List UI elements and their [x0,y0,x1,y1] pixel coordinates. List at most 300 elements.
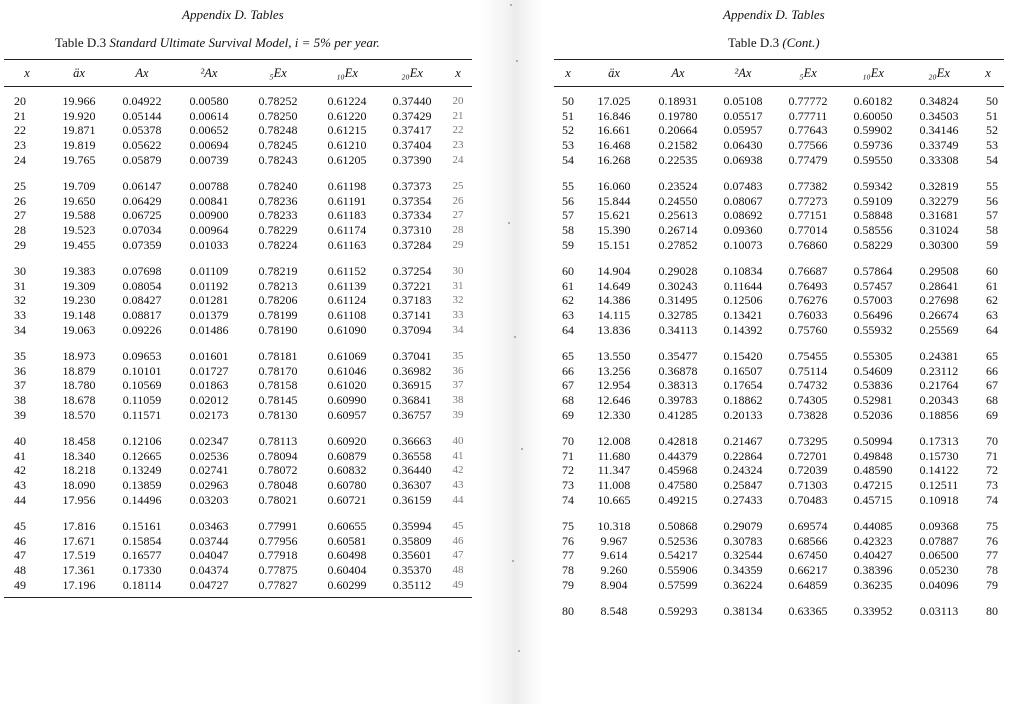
cell-age: 64 [562,322,574,337]
cell-age: 60 [986,264,998,279]
cell-age: 63 [986,308,998,323]
cell-annuity-due: 19.871 [62,123,96,138]
cell-pure-endowment-20: 0.37221 [392,278,432,293]
cell-age: 75 [986,519,998,534]
cell-insurance: 0.19780 [658,108,698,123]
cell-annuity-due: 15.151 [597,237,631,252]
table-row [554,342,1004,364]
cell-age: 37 [452,379,464,392]
table-row [554,512,1004,534]
speck [510,4,512,6]
cell-second-moment: 0.10073 [723,237,763,252]
cell-insurance: 0.23524 [658,179,698,194]
cell-age: 29 [452,238,464,251]
cell-age: 77 [986,548,998,563]
cell-pure-endowment-20: 0.10918 [919,492,959,507]
cell-annuity-due: 18.458 [62,434,96,449]
cell-age: 55 [986,179,998,194]
table-row [554,293,1004,308]
cell-second-moment: 0.21467 [723,434,763,449]
cell-pure-endowment-10: 0.60957 [327,407,367,422]
table-row [554,548,1004,563]
cell-age: 20 [452,95,464,108]
speck [512,560,514,562]
cell-pure-endowment-10: 0.61046 [327,363,367,378]
column-header-age: x [444,60,472,87]
cell-second-moment: 0.10834 [723,264,763,279]
column-header-pure-endowment-5: ₅Ex [242,60,314,87]
cell-pure-endowment-5: 0.74732 [788,378,828,393]
cell-age: 48 [452,563,464,576]
cell-annuity-due: 17.956 [62,492,96,507]
table-row [4,448,472,463]
cell-pure-endowment-10: 0.52981 [853,392,893,407]
cell-second-moment: 0.12506 [723,293,763,308]
cell-annuity-due: 16.661 [597,123,631,138]
cell-pure-endowment-10: 0.61183 [327,208,367,223]
cell-insurance: 0.07034 [122,223,162,238]
cell-pure-endowment-5: 0.78158 [258,378,298,393]
cell-pure-endowment-5: 0.69574 [788,519,828,534]
column-header-age: x [972,60,1004,87]
cell-second-moment: 0.05108 [723,94,763,109]
cell-age: 58 [986,223,998,238]
column-header-second-moment: ²Ax [710,60,776,87]
table-row [554,237,1004,257]
cell-insurance: 0.39783 [658,392,698,407]
table-row [554,492,1004,512]
cell-age: 78 [986,562,998,577]
cell-pure-endowment-5: 0.70483 [788,492,828,507]
cell-pure-endowment-5: 0.71303 [788,477,828,492]
cell-age: 45 [452,520,464,533]
cell-annuity-due: 8.548 [600,604,628,619]
cell-pure-endowment-20: 0.28641 [919,278,959,293]
table-row [554,152,1004,172]
cell-pure-endowment-20: 0.31024 [919,223,959,238]
cell-age: 67 [562,378,574,393]
cell-age: 51 [986,108,998,123]
column-header-second-moment: ²Ax [176,60,242,87]
cell-pure-endowment-10: 0.33952 [853,604,893,619]
cell-second-moment: 0.01192 [189,278,229,293]
speck [521,448,523,450]
cell-insurance: 0.05378 [122,123,162,138]
cell-annuity-due: 14.904 [597,264,631,279]
table-row [554,577,1004,597]
table-row [4,427,472,449]
table-row [554,407,1004,427]
table-row [554,478,1004,493]
cell-second-moment: 0.02963 [189,477,229,492]
table-row [4,123,472,138]
cell-insurance: 0.27852 [658,237,698,252]
cell-pure-endowment-20: 0.21764 [919,378,959,393]
cell-insurance: 0.26714 [658,223,698,238]
cell-insurance: 0.29028 [658,264,698,279]
cell-insurance: 0.54217 [658,548,698,563]
cell-pure-endowment-20: 0.34503 [919,108,959,123]
survival-table [4,59,472,598]
cell-second-moment: 0.17654 [723,378,763,393]
cell-age: 59 [986,237,998,252]
cell-annuity-due: 19.765 [62,152,96,167]
cell-age: 24 [14,152,26,167]
cell-age: 20 [14,94,26,109]
book-gutter [480,0,544,704]
cell-age: 62 [562,293,574,308]
cell-pure-endowment-20: 0.37334 [392,208,432,223]
cell-age: 39 [452,408,464,421]
cell-insurance: 0.05144 [122,108,162,123]
cell-second-moment: 0.00694 [189,138,229,153]
cell-pure-endowment-10: 0.38396 [853,562,893,577]
cell-pure-endowment-5: 0.77566 [788,138,828,153]
cell-annuity-due: 17.671 [62,533,96,548]
cell-age: 21 [14,108,26,123]
cell-pure-endowment-5: 0.75114 [788,363,828,378]
cell-pure-endowment-10: 0.45715 [853,492,893,507]
cell-annuity-due: 11.008 [597,477,631,492]
cell-age: 46 [452,534,464,547]
cell-pure-endowment-10: 0.60655 [327,519,367,534]
table-row [4,512,472,534]
cell-annuity-due: 17.196 [62,577,96,592]
cell-pure-endowment-20: 0.26674 [919,308,959,323]
cell-second-moment: 0.05517 [723,108,763,123]
cell-insurance: 0.10569 [122,378,162,393]
cell-insurance: 0.16577 [122,548,162,563]
cell-age: 49 [452,578,464,591]
cell-age: 31 [14,278,26,293]
table-row [4,378,472,393]
cell-age: 73 [562,477,574,492]
cell-annuity-due: 16.268 [597,152,631,167]
cell-annuity-due: 13.550 [597,349,631,364]
cell-age: 40 [452,435,464,448]
cell-insurance: 0.50868 [658,519,698,534]
cell-second-moment: 0.04374 [189,562,229,577]
cell-age: 79 [986,577,998,592]
cell-pure-endowment-20: 0.37310 [392,223,432,238]
table-row [4,172,472,194]
cell-insurance: 0.45968 [658,463,698,478]
cell-pure-endowment-20: 0.37284 [392,237,432,252]
cell-pure-endowment-5: 0.78245 [258,138,298,153]
cell-pure-endowment-10: 0.61198 [327,179,367,194]
cell-pure-endowment-10: 0.61152 [327,264,367,279]
cell-insurance: 0.18931 [658,94,698,109]
cell-pure-endowment-5: 0.78170 [258,363,298,378]
cell-age: 74 [562,492,574,507]
cell-pure-endowment-10: 0.58229 [853,237,893,252]
cell-pure-endowment-10: 0.61191 [327,193,367,208]
cell-second-moment: 0.02536 [189,448,229,463]
speck [514,336,516,338]
cell-age: 79 [562,577,574,592]
header-row [4,60,472,87]
cell-second-moment: 0.36224 [723,577,763,592]
cell-pure-endowment-5: 0.78236 [258,193,298,208]
left-page [0,0,476,704]
cell-pure-endowment-5: 0.78243 [258,152,298,167]
cell-pure-endowment-10: 0.47215 [853,477,893,492]
cell-age: 65 [562,349,574,364]
cell-pure-endowment-10: 0.61174 [327,223,367,238]
cell-second-moment: 0.07483 [723,179,763,194]
cell-pure-endowment-10: 0.55305 [853,349,893,364]
cell-second-moment: 0.01109 [189,264,229,279]
cell-pure-endowment-10: 0.50994 [853,434,893,449]
cell-second-moment: 0.22864 [723,448,763,463]
cell-second-moment: 0.01033 [189,237,229,252]
cell-insurance: 0.05622 [122,138,162,153]
cell-insurance: 0.11571 [122,407,162,422]
cell-age: 61 [562,278,574,293]
cell-pure-endowment-5: 0.78252 [258,94,298,109]
cell-age: 61 [986,278,998,293]
cell-pure-endowment-10: 0.59342 [853,179,893,194]
cell-pure-endowment-10: 0.58848 [853,208,893,223]
cell-second-moment: 0.16507 [723,363,763,378]
table-row [554,223,1004,238]
cell-insurance: 0.52536 [658,533,698,548]
cell-insurance: 0.05879 [122,152,162,167]
cell-age: 33 [14,308,26,323]
cell-insurance: 0.44379 [658,448,698,463]
cell-pure-endowment-5: 0.78219 [258,264,298,279]
cell-pure-endowment-20: 0.29508 [919,264,959,279]
cell-pure-endowment-10: 0.61124 [327,293,367,308]
table-row [4,308,472,323]
cell-pure-endowment-5: 0.76687 [788,264,828,279]
cell-pure-endowment-5: 0.78233 [258,208,298,223]
cell-pure-endowment-10: 0.60879 [327,448,367,463]
cell-pure-endowment-10: 0.60050 [853,108,893,123]
cell-pure-endowment-5: 0.73295 [788,434,828,449]
cell-pure-endowment-20: 0.37041 [392,349,432,364]
cell-insurance: 0.31495 [658,293,698,308]
cell-pure-endowment-5: 0.76860 [788,237,828,252]
table-row [554,308,1004,323]
cell-age: 43 [452,478,464,491]
table-row [554,138,1004,153]
table-row [554,109,1004,124]
cell-insurance: 0.57599 [658,577,698,592]
cell-age: 33 [452,309,464,322]
cell-insurance: 0.59293 [658,604,698,619]
cell-pure-endowment-10: 0.48590 [853,463,893,478]
cell-pure-endowment-10: 0.61205 [327,152,367,167]
cell-pure-endowment-5: 0.75760 [788,322,828,337]
table-row [4,194,472,209]
table-row [4,257,472,279]
cell-pure-endowment-5: 0.77772 [788,94,828,109]
cell-age: 76 [986,533,998,548]
cell-second-moment: 0.04047 [189,548,229,563]
cell-second-moment: 0.01379 [189,308,229,323]
cell-pure-endowment-20: 0.37254 [392,264,432,279]
cell-age: 67 [986,378,998,393]
cell-pure-endowment-20: 0.37094 [392,322,432,337]
cell-second-moment: 0.18862 [723,392,763,407]
cell-pure-endowment-20: 0.35601 [392,548,432,563]
cell-pure-endowment-10: 0.59902 [853,123,893,138]
cell-age: 25 [14,179,26,194]
cell-insurance: 0.15161 [122,519,162,534]
cell-pure-endowment-10: 0.60498 [327,548,367,563]
cell-pure-endowment-10: 0.60990 [327,392,367,407]
cell-pure-endowment-20: 0.32819 [919,179,959,194]
cell-pure-endowment-5: 0.77918 [258,548,298,563]
cell-age: 48 [14,562,26,577]
cell-age: 26 [14,193,26,208]
cell-pure-endowment-10: 0.60182 [853,94,893,109]
cell-age: 70 [562,434,574,449]
cell-annuity-due: 19.920 [62,108,96,123]
cell-annuity-due: 18.780 [62,378,96,393]
table-row [4,342,472,364]
cell-pure-endowment-20: 0.04096 [919,577,959,592]
cell-age: 42 [14,463,26,478]
cell-annuity-due: 17.361 [62,562,96,577]
cell-insurance: 0.12665 [122,448,162,463]
cell-second-moment: 0.02173 [189,407,229,422]
speck [508,222,510,224]
cell-pure-endowment-20: 0.37390 [392,152,432,167]
cell-pure-endowment-10: 0.61210 [327,138,367,153]
cell-pure-endowment-10: 0.55932 [853,322,893,337]
cell-pure-endowment-20: 0.37404 [392,138,432,153]
cell-second-moment: 0.02347 [189,434,229,449]
cell-annuity-due: 19.230 [62,293,96,308]
cell-insurance: 0.14496 [122,492,162,507]
cell-pure-endowment-10: 0.61224 [327,94,367,109]
cell-second-moment: 0.09360 [723,223,763,238]
cell-age: 75 [562,519,574,534]
table-title: (Cont.) [782,35,820,50]
table-title: Standard Ultimate Survival Model, i = 5% per year. [109,35,380,50]
cell-annuity-due: 15.621 [597,208,631,223]
cell-annuity-due: 17.025 [597,94,631,109]
cell-age: 52 [562,123,574,138]
cell-age: 59 [562,237,574,252]
cell-second-moment: 0.20133 [723,407,763,422]
cell-pure-endowment-20: 0.37354 [392,193,432,208]
cell-second-moment: 0.08067 [723,193,763,208]
table-row [4,237,472,257]
cell-age: 22 [14,123,26,138]
cell-annuity-due: 16.846 [597,108,631,123]
table-row [554,257,1004,279]
cell-age: 30 [14,264,26,279]
cell-annuity-due: 19.588 [62,208,96,223]
cell-insurance: 0.09226 [122,322,162,337]
column-header-pure-endowment-10: ₁₀Ex [840,60,906,87]
cell-pure-endowment-5: 0.77827 [258,577,298,592]
cell-second-moment: 0.27433 [723,492,763,507]
cell-pure-endowment-5: 0.66217 [788,562,828,577]
table-number: Table D.3 [55,35,107,50]
cell-pure-endowment-10: 0.61090 [327,322,367,337]
cell-annuity-due: 18.879 [62,363,96,378]
cell-age: 47 [14,548,26,563]
cell-age: 68 [986,392,998,407]
cell-age: 23 [452,139,464,152]
cell-pure-endowment-20: 0.32279 [919,193,959,208]
cell-second-moment: 0.01863 [189,378,229,393]
cell-age: 36 [452,364,464,377]
cell-pure-endowment-5: 0.77991 [258,519,298,534]
cell-age: 41 [452,449,464,462]
cell-annuity-due: 19.709 [62,179,96,194]
cell-second-moment: 0.30783 [723,533,763,548]
cell-pure-endowment-10: 0.60721 [327,492,367,507]
cell-pure-endowment-5: 0.73828 [788,407,828,422]
cell-insurance: 0.25613 [658,208,698,223]
table-row [554,364,1004,379]
cell-second-moment: 0.06938 [723,152,763,167]
cell-age: 28 [452,224,464,237]
cell-second-moment: 0.00652 [189,123,229,138]
table-row [554,597,1004,619]
cell-age: 63 [562,308,574,323]
cell-age: 66 [986,363,998,378]
cell-pure-endowment-5: 0.76033 [788,308,828,323]
cell-second-moment: 0.24324 [723,463,763,478]
table-row [4,563,472,578]
cell-pure-endowment-20: 0.37141 [392,308,432,323]
cell-pure-endowment-20: 0.34146 [919,123,959,138]
cell-age: 44 [452,493,464,506]
cell-annuity-due: 11.347 [597,463,631,478]
cell-age: 28 [14,223,26,238]
cell-age: 27 [452,209,464,222]
cell-pure-endowment-20: 0.18856 [919,407,959,422]
table-row [4,492,472,512]
cell-pure-endowment-5: 0.77151 [788,208,828,223]
cell-insurance: 0.15854 [122,533,162,548]
cell-age: 41 [14,448,26,463]
cell-age: 71 [986,448,998,463]
cell-age: 69 [562,407,574,422]
cell-pure-endowment-5: 0.78224 [258,237,298,252]
cell-age: 66 [562,363,574,378]
cell-pure-endowment-5: 0.78213 [258,278,298,293]
cell-annuity-due: 13.836 [597,322,631,337]
cell-second-moment: 0.01281 [189,293,229,308]
cell-age: 45 [14,519,26,534]
cell-pure-endowment-20: 0.33749 [919,138,959,153]
cell-age: 58 [562,223,574,238]
cell-pure-endowment-10: 0.58556 [853,223,893,238]
cell-pure-endowment-10: 0.60404 [327,562,367,577]
cell-insurance: 0.08427 [122,293,162,308]
cell-pure-endowment-20: 0.07887 [919,533,959,548]
table-row [554,393,1004,408]
cell-age: 80 [986,604,998,619]
cell-insurance: 0.36878 [658,363,698,378]
cell-pure-endowment-10: 0.53836 [853,378,893,393]
cell-second-moment: 0.25847 [723,477,763,492]
cell-second-moment: 0.02741 [189,463,229,478]
cell-pure-endowment-10: 0.60581 [327,533,367,548]
cell-pure-endowment-10: 0.61220 [327,108,367,123]
cell-pure-endowment-20: 0.06500 [919,548,959,563]
cell-annuity-due: 19.966 [62,94,96,109]
cell-annuity-due: 18.570 [62,407,96,422]
cell-pure-endowment-5: 0.77273 [788,193,828,208]
